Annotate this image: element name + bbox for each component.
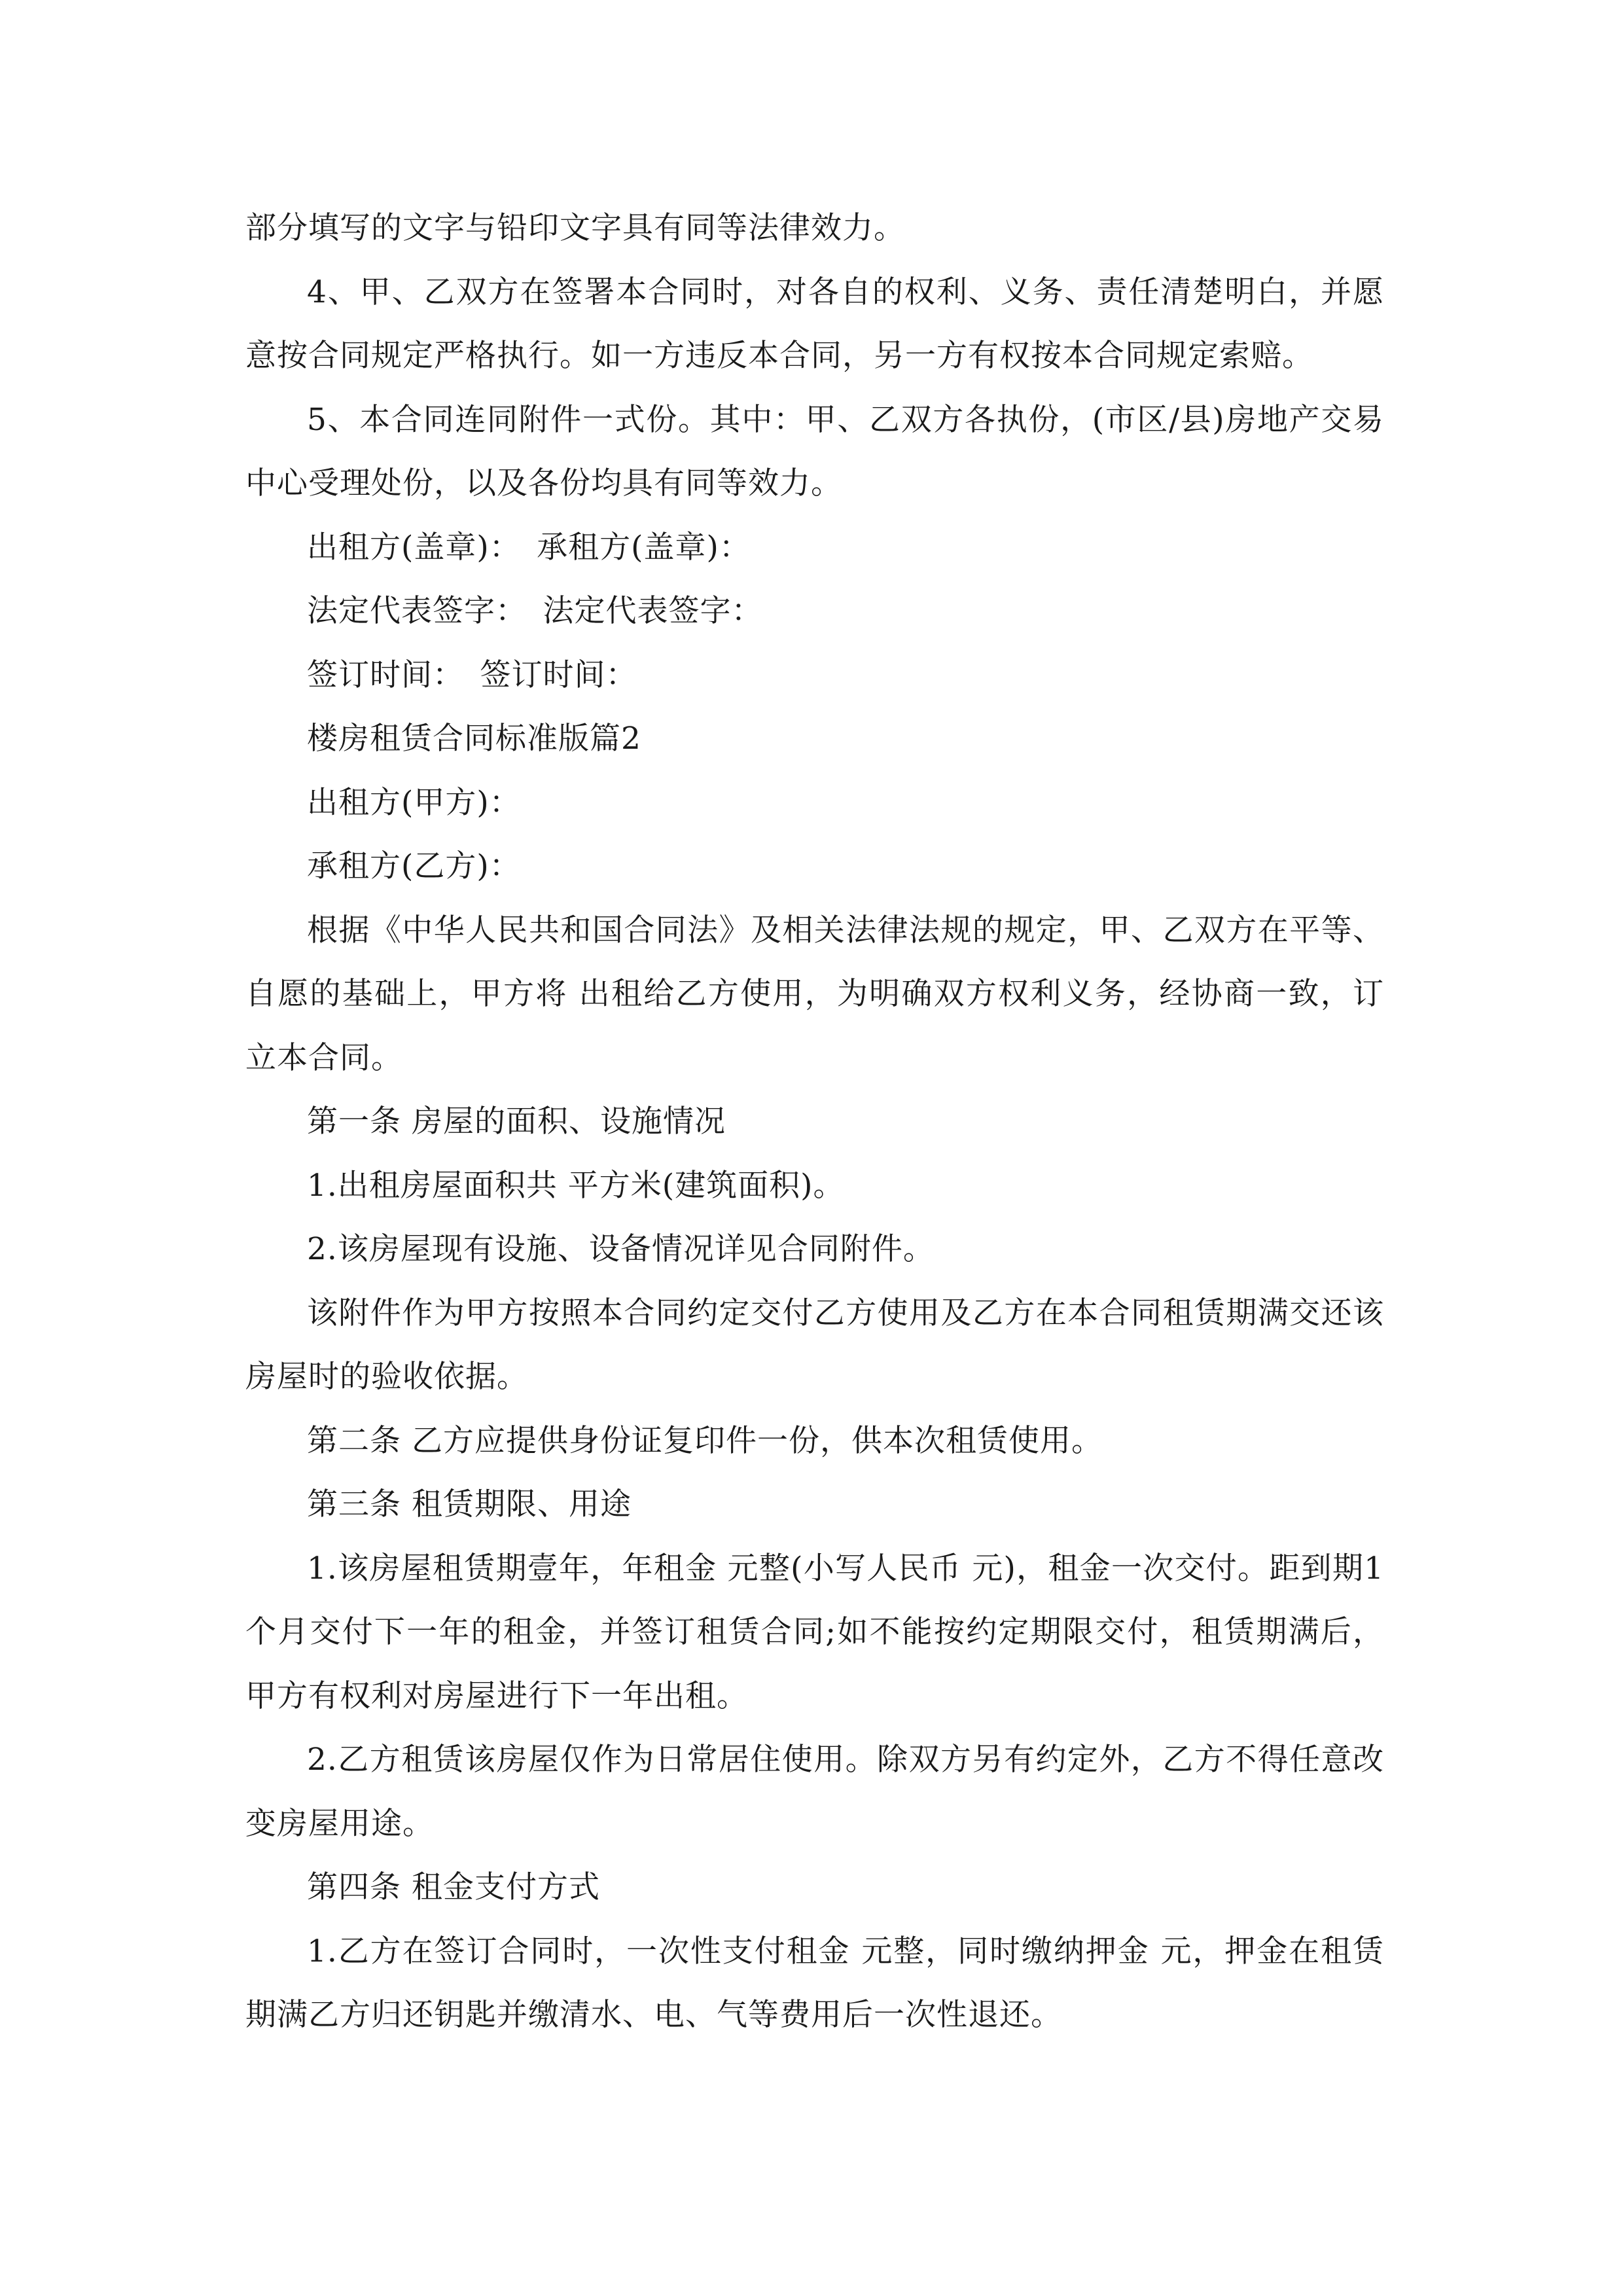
- section-title-contract-2: 楼房租赁合同标准版篇2: [307, 721, 641, 757]
- article-2: 第二条 乙方应提供身份证复印件一份，供本次租赁使用。: [307, 1422, 1103, 1459]
- paragraph-validity-clause: 部分填写的文字与铅印文字具有同等法律效力。: [245, 210, 905, 246]
- party-lessee-line: 承租方(乙方)：: [307, 848, 521, 884]
- article-4-item-1: 1.乙方在签订合同时，一次性支付租金 元整，同时缴纳押金 元，押金在租赁期满乙方归还钥匙并缴清水、电、气等费用后一次性退还。: [245, 1933, 1384, 2033]
- article-3-item-1: 1.该房屋租赁期壹年，年租金 元整(小写人民币 元)，租金一次交付。距到期1个月交付下一年的租金，并签订租赁合同;如不能按约定期限交付，租赁期满后，甲方有权利对房屋进行下一年出租。: [245, 1550, 1384, 1714]
- article-4-heading: 第四条 租金支付方式: [307, 1869, 600, 1905]
- signature-seal-line: 出租方(盖章)： 承租方(盖章)：: [307, 529, 751, 565]
- paragraph-clause-5: 5、本合同连同附件一式份。其中：甲、乙双方各执份，(市区/县)房地产交易中心受理处份，以及各份均具有同等效力。: [245, 401, 1384, 501]
- article-3-item-2: 2.乙方租赁该房屋仅作为日常居住使用。除双方另有约定外，乙方不得任意改变房屋用途。: [245, 1742, 1384, 1842]
- article-1-attachment-note: 该附件作为甲方按照本合同约定交付乙方使用及乙方在本合同租赁期满交还该房屋时的验收依据。: [245, 1295, 1384, 1395]
- article-1-item-2: 2.该房屋现有设施、设备情况详见合同附件。: [307, 1231, 935, 1267]
- article-3-heading: 第三条 租赁期限、用途: [307, 1486, 632, 1522]
- signature-representative-line: 法定代表签字： 法定代表签字：: [307, 593, 763, 629]
- paragraph-preamble: 根据《中华人民共和国合同法》及相关法律法规的规定，甲、乙双方在平等、自愿的基础上，甲方将 出租给乙方使用，为明确双方权利义务，经协商一致，订立本合同。: [245, 912, 1384, 1076]
- article-1-item-1: 1.出租房屋面积共 平方米(建筑面积)。: [307, 1167, 845, 1204]
- signature-date-line: 签订时间： 签订时间：: [307, 656, 637, 693]
- document-body: [245, 196, 1384, 2047]
- article-1-heading: 第一条 房屋的面积、设施情况: [307, 1103, 726, 1139]
- party-lessor-line: 出租方(甲方)：: [307, 784, 521, 821]
- paragraph-clause-4: 4、甲、乙双方在签署本合同时，对各自的权利、义务、责任清楚明白，并愿意按合同规定严格执行。如一方违反本合同，另一方有权按本合同规定索赔。: [245, 274, 1384, 374]
